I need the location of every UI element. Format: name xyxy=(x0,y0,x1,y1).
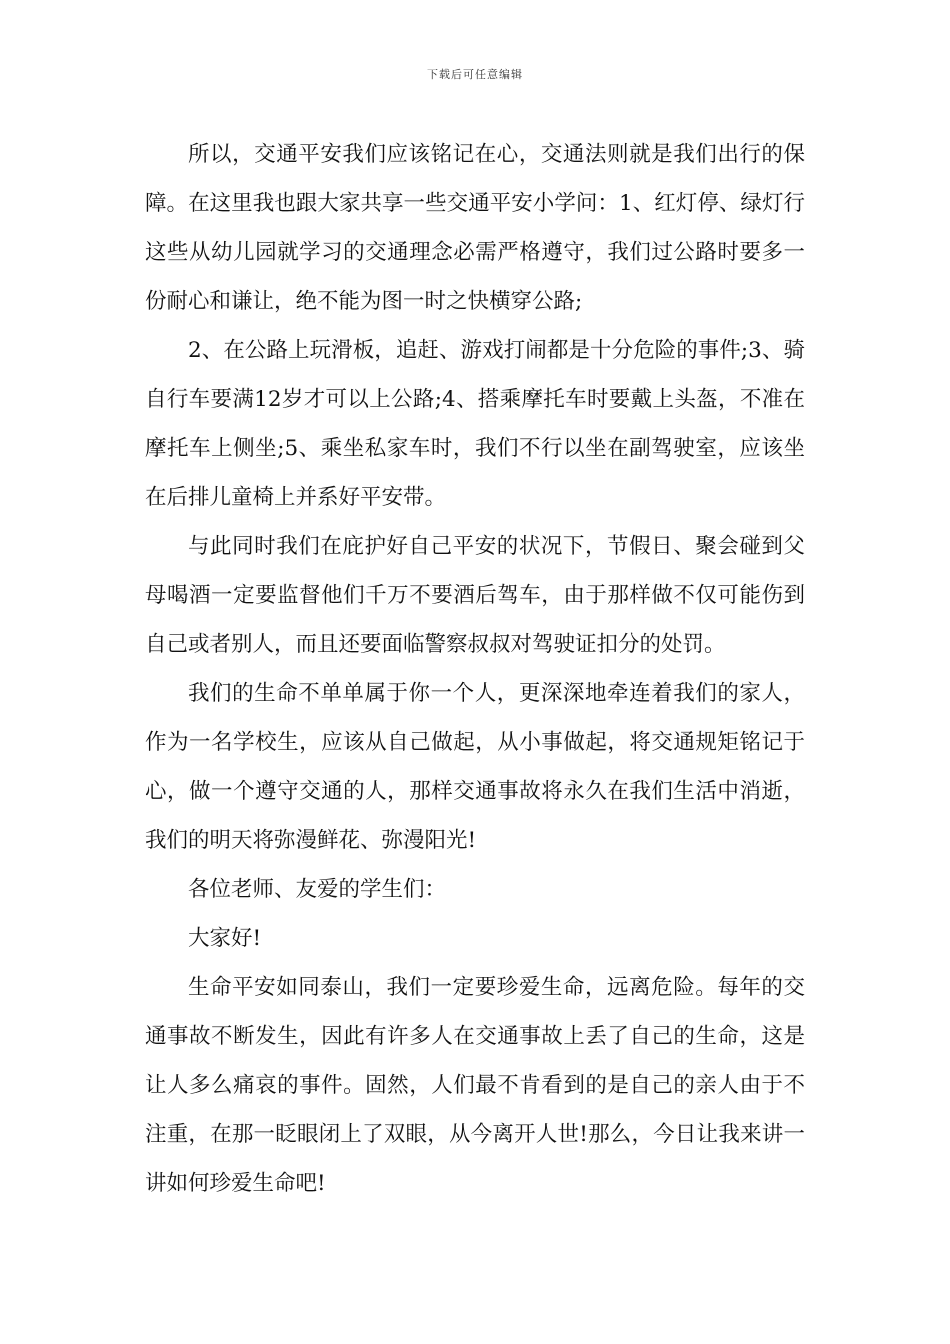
document-body xyxy=(145,130,805,1208)
paragraph-traffic-safety-intro: 所以，交通平安我们应该铭记在心，交通法则就是我们出行的保障。在这里我也跟大家共享一些交通平安小学问：1、红灯停、绿灯行这些从幼儿园就学习的交通理念必需严格遵守，我们过公路时要多一份耐心和谦让，绝不能为图一时之快横穿公路; xyxy=(145,142,805,314)
paragraph-safety-tips: 2、在公路上玩滑板，追赶、游戏打闹都是十分危险的事件;3、骑自行车要满12岁才可以上公路;4、搭乘摩托车时要戴上头盔，不准在摩托车上侧坐;5、乘坐私家车时，我们不行以坐在副驾驶室，应该坐在后排儿童椅上并系好平安带。 xyxy=(145,338,805,510)
paragraph-greeting: 各位老师、友爱的学生们： xyxy=(188,877,447,902)
paragraph-cherish-life: 生命平安如同泰山，我们一定要珍爱生命，远离危险。每年的交通事故不断发生，因此有许多人在交通事故上丢了自己的生命，这是让人多么痛哀的事件。固然，人们最不肯看到的是自己的亲人由于不注重，在那一眨眼闭上了双眼，从今离开人世!那么，今日让我来讲一讲如何珍爱生命吧! xyxy=(145,975,805,1196)
paragraph-hello: 大家好! xyxy=(188,926,262,951)
paragraph-life-and-family: 我们的生命不单单属于你一个人，更深深地牵连着我们的家人，作为一名学校生，应该从自己做起，从小事做起，将交通规矩铭记于心，做一个遵守交通的人，那样交通事故将永久在我们生活中消逝，我们的明天将弥漫鲜花、弥漫阳光! xyxy=(145,681,805,853)
paragraph-drink-driving: 与此同时我们在庇护好自己平安的状况下，节假日、聚会碰到父母喝酒一定要监督他们千万不要酒后驾车，由于那样做不仅可能伤到自己或者别人，而且还要面临警察叔叔对驾驶证扣分的处罚。 xyxy=(145,534,805,657)
page-header-note: 下载后可任意编辑 xyxy=(427,68,523,81)
